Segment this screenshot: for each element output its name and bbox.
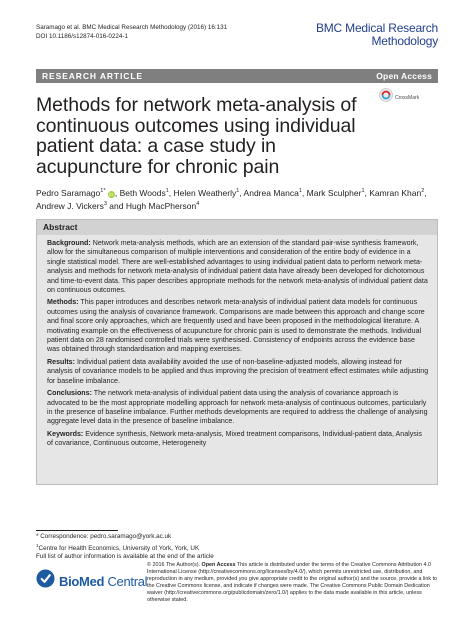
- section-text: This paper introduces and describes network meta-analysis of individual patient data models for continuous outcomes using the analysis of covariance framework. Comparisons are made between this approach and change score and final score only approaches, which are frequently used and have been proposed in the methodological literature. A motivating example on the effectiveness of acupuncture for chronic pain is used to demonstrate the methods. Individual patient data on 28 randomised controlled trials were synthesised. Consistency of endpoints across the evidence base was obtained through standardisation and mapping exercises.: [47, 298, 425, 354]
- author-affiliation-marker: 1: [236, 188, 240, 194]
- author-affiliation-marker: 3: [103, 201, 107, 208]
- open-access-label: Open Access: [376, 71, 432, 81]
- article-title: Methods for network meta-analysis of continuous outcomes using individual patient data: a case study in acupuncture for chronic pain: [36, 94, 357, 178]
- section-label: Methods:: [47, 298, 79, 307]
- copyright-text: © 2016 The Author(s).: [147, 562, 202, 568]
- footnotes: [36, 533, 214, 562]
- abstract-heading: Abstract: [37, 220, 437, 235]
- journal-name-line1: BMC Medical Research: [315, 21, 438, 35]
- author-name[interactable]: Beth Woods: [119, 187, 166, 198]
- section-label: Results:: [47, 357, 75, 366]
- affiliation-marker: 1: [36, 542, 39, 548]
- section-label: Conclusions:: [47, 389, 92, 398]
- affiliation-line: [36, 542, 214, 554]
- crossmark-badge[interactable]: [379, 88, 419, 107]
- author-name[interactable]: Pedro Saramago: [36, 187, 101, 198]
- article-type-label: RESEARCH ARTICLE: [42, 71, 143, 81]
- crossmark-label: CrossMark: [395, 94, 420, 101]
- section-text: Individual patient data availability avoided the use of non-baseline-adjusted models, allowing instead for analysis of covariance models to be applied and thus improving the precision of treatment effect estimates while adjusting for baseline imbalance.: [47, 357, 429, 385]
- author-affiliation-marker: 4: [196, 201, 200, 208]
- affiliation-text: Centre for Health Economics, University of York, York, UK: [38, 544, 200, 552]
- section-label: Keywords:: [47, 429, 84, 438]
- author-affiliation-marker: 1*: [100, 188, 106, 194]
- author-name[interactable]: Andrea Manca: [243, 187, 299, 198]
- abstract-background: [47, 239, 429, 295]
- author-name[interactable]: Andrew J. Vickers: [36, 201, 104, 212]
- abstract-conclusions: [47, 389, 429, 427]
- abstract-keywords: [47, 430, 429, 449]
- open-access-label-inline: Open Access: [201, 562, 236, 568]
- abstract-body: [37, 235, 437, 449]
- section-text: The network meta-analysis of individual patient data using the analysis of covariance approach is advocated to be the most appropriate modelling approach for network meta-analysis of continuous outcomes, particularly in the presence of baseline imbalance. Further methods developments are required to address the challenge of analysing aggregate level data in the presence of baseline imbalance.: [47, 389, 428, 426]
- abstract-methods: [47, 298, 429, 354]
- author-affiliation-marker: 2: [421, 188, 425, 194]
- footnote-divider: [36, 530, 118, 531]
- author-affiliation-marker: 1: [298, 188, 302, 194]
- author-name[interactable]: Kamran Khan: [369, 187, 422, 198]
- correspondence-line: * Correspondence: pedro.saramago@york.ac.uk: [36, 533, 172, 540]
- journal-name-line2: Methodology: [371, 33, 438, 48]
- author-affiliation-marker: 1: [361, 188, 365, 194]
- citation-line: Saramago et al. BMC Medical Research Methodology (2016) 16:131: [36, 24, 228, 31]
- author-list: Pedro Saramago$^{1*}$ iD, Beth Woods$^1$, Helen Weatherly$^1$, Andrea Manca$^1$, Mark Sculpher$^1$, Kamran Khan$^2$, Andrew J. Vickers$^3$ and Hugh MacPherson$^4$: [36, 187, 427, 212]
- license-text: This article is distributed under the terms of the Creative Commons Attribution 4.0 International License (http://creativecommons.org/licenses/by/4.0/), which permits unrestricted use, distribution, and reproduction in any medium, provided you give appropriate credit to the original author(s) and the source, provide a link to the Creative Commons license, and indicate if changes were made. The Creative Commons Public Domain Dedication waiver (http://creativecommons.org/publicdomain/zero/1.0/) applies to the data made available in this article, unless otherwise stated.: [147, 562, 438, 603]
- section-text: Evidence synthesis, Network meta-analysis, Mixed treatment comparisons, Individual-patient data, Analysis of covariance, Continuous outcome, Heterogeneity: [47, 429, 422, 448]
- author-name[interactable]: Mark Sculpher: [306, 187, 362, 198]
- author-name[interactable]: Hugh MacPherson: [125, 201, 197, 212]
- doi-line: DOI 10.1186/s12874-016-0224-1: [36, 32, 128, 40]
- citation-header: [36, 24, 227, 41]
- abstract-box: [36, 219, 438, 485]
- publisher-name-bold: BioMed: [59, 573, 105, 589]
- author-affiliation-marker: 1: [165, 188, 169, 194]
- author-name[interactable]: Helen Weatherly: [173, 187, 237, 198]
- abstract-results: [47, 358, 429, 386]
- publisher-name: [59, 574, 147, 589]
- orcid-icon[interactable]: iD: [109, 191, 114, 197]
- license-statement: [147, 562, 439, 604]
- article-type-band: [36, 69, 438, 83]
- publisher-name-regular: Central: [104, 573, 148, 589]
- section-label: Background:: [47, 239, 91, 247]
- section-text: Network meta-analysis methods, which are an extension of the standard pair-wise synthesis framework, allow for the simultaneous comparison of multiple interventions and consideration of the entire body of evidence in a single statistical model. There are well-established advantages to using individual patient data to perform network meta-analysis and methods for network meta-analysis of individual patient data have already been developed for dichotomous and time-to-event data. This paper describes appropriate methods for the network meta-analysis of individual patient data on continuous outcomes.: [47, 239, 428, 295]
- author-info-note: Full list of author information is available at the end of the article: [36, 553, 214, 561]
- journal-name: [316, 22, 438, 47]
- publisher-logo: [36, 569, 147, 593]
- crossmark-icon: [379, 88, 393, 107]
- biomed-central-icon: [36, 569, 55, 593]
